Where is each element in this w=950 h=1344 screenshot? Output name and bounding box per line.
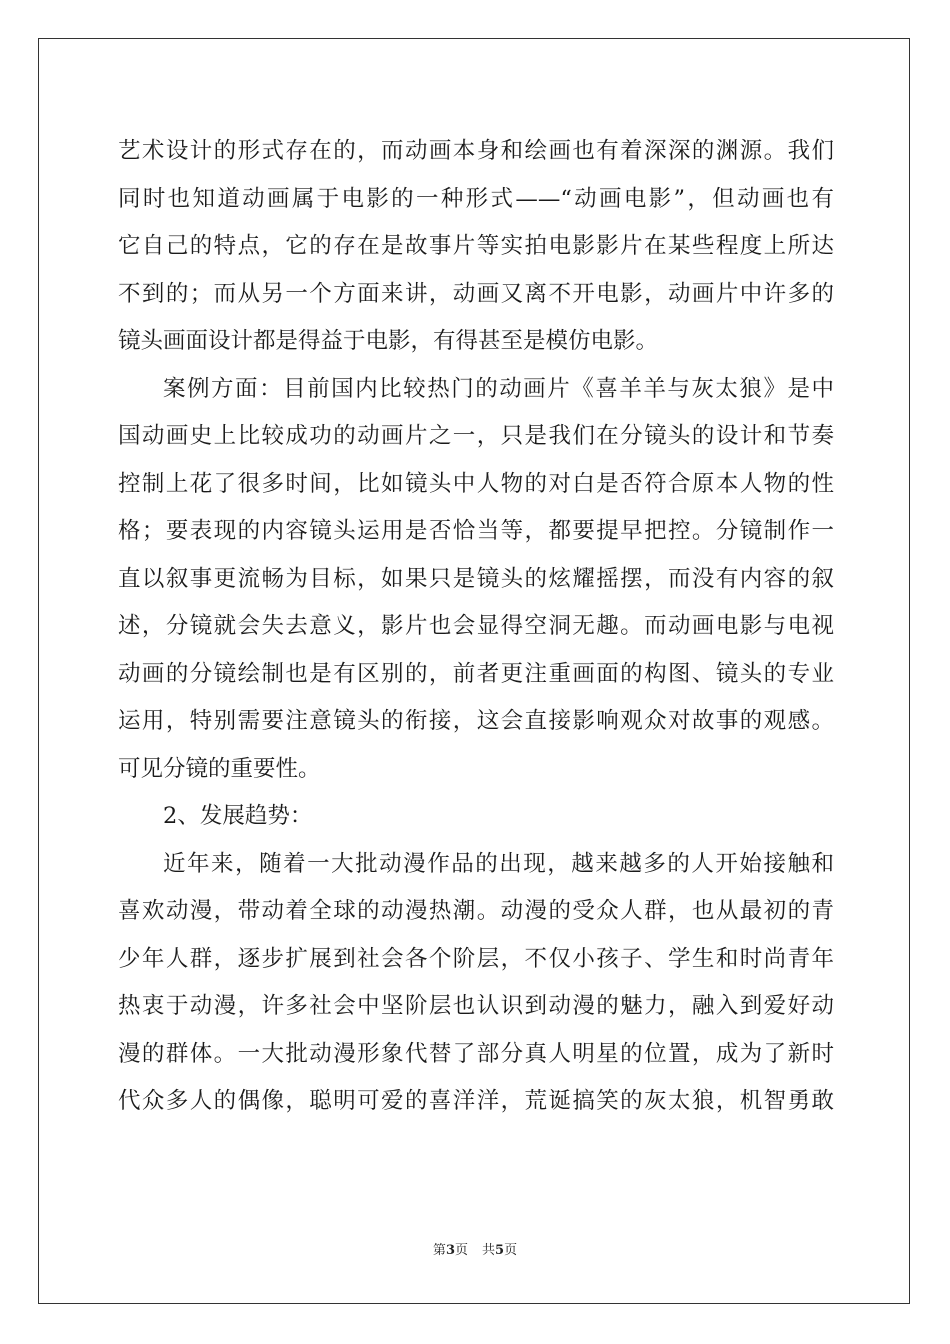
paragraph — [118, 128, 834, 366]
text-line: 可见分镜的重要性。 — [118, 755, 321, 782]
paragraph — [118, 793, 834, 841]
text-line: 2、发展趋势： — [163, 803, 313, 829]
text-line: 述，分镜就会失去意义，影片也会显得空洞无趣。而动画电影与电视 — [118, 613, 834, 639]
total-pages-prefix: 共 — [482, 1243, 496, 1258]
text-line: 热衷于动漫，许多社会中坚阶层也认识到动漫的魅力，融入到爱好动 — [118, 993, 834, 1019]
text-line: 漫的群体。一大批动漫形象代替了部分真人明星的位置，成为了新时 — [118, 1040, 834, 1067]
text-line: 案例方面：目前国内比较热门的动画片《喜羊羊与灰太狼》是中 — [163, 375, 834, 402]
paragraph — [118, 841, 834, 1126]
text-line: 国动画史上比较成功的动画片之一，只是我们在分镜头的设计和节奏 — [118, 423, 834, 449]
text-line: 代众多人的偶像，聪明可爱的喜洋洋，荒诞搞笑的灰太狼，机智勇敢 — [118, 1088, 834, 1114]
text-line: 不到的；而从另一个方面来讲，动画又离不开电影，动画片中许多的 — [118, 280, 834, 307]
total-pages-number: 5 — [495, 1243, 505, 1258]
text-line: 它自己的特点，它的存在是故事片等实拍电影影片在某些程度上所达 — [118, 233, 834, 259]
page-number-prefix: 第 — [432, 1243, 446, 1258]
text-line: 少年人群，逐步扩展到社会各个阶层，不仅小孩子、学生和时尚青年 — [118, 945, 834, 972]
page-footer — [0, 1242, 950, 1260]
text-line: 格；要表现的内容镜头运用是否恰当等，都要提早把控。分镜制作一 — [118, 518, 834, 544]
text-line: 喜欢动漫，带动着全球的动漫热潮。动漫的受众人群，也从最初的青 — [118, 898, 834, 924]
text-line: 控制上花了很多时间，比如镜头中人物的对白是否符合原本人物的性 — [118, 470, 834, 497]
text-line: 近年来，随着一大批动漫作品的出现，越来越多的人开始接触和 — [163, 850, 834, 877]
text-line: 动画的分镜绘制也是有区别的，前者更注重画面的构图、镜头的专业 — [118, 660, 834, 687]
paragraph — [118, 366, 834, 794]
current-page-number: 3 — [445, 1243, 455, 1258]
text-line: 镜头画面设计都是得益于电影，有得甚至是模仿电影。 — [118, 328, 659, 354]
text-line: 运用，特别需要注意镜头的衔接，这会直接影响观众对故事的观感。 — [118, 708, 834, 734]
text-line: 艺术设计的形式存在的，而动画本身和绘画也有着深深的渊源。我们 — [118, 138, 834, 164]
document-body — [118, 128, 834, 1126]
page-number-suffix: 页 — [454, 1243, 468, 1258]
text-line: 同时也知道动画属于电影的一种形式——“动画电影”，但动画也有 — [118, 185, 834, 212]
text-line: 直以叙事更流畅为目标，如果只是镜头的炫耀摇摆，而没有内容的叙 — [118, 565, 834, 592]
total-pages-suffix: 页 — [504, 1243, 518, 1258]
